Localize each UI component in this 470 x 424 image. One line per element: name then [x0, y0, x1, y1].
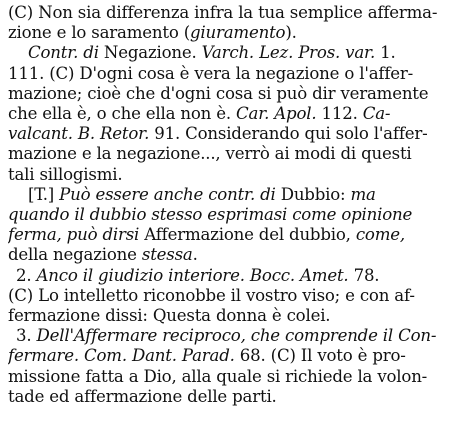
italic-run: come,: [355, 225, 405, 245]
italic-run: ma: [350, 184, 376, 204]
text-line: [8, 306, 462, 326]
italic-run: Può essere anche contr. di: [59, 184, 276, 204]
text-line: [8, 225, 462, 245]
italic-run: valcant. B. Retor.: [8, 124, 150, 144]
italic-run: Contr. di: [28, 43, 99, 63]
text-run: Negazione.: [98, 43, 202, 63]
text-run: tali sillogismi.: [8, 164, 123, 184]
text-run: 3.: [16, 326, 37, 346]
text-line: [8, 64, 462, 84]
text-line: [8, 43, 462, 63]
text-line: [8, 367, 462, 387]
italic-run: Dell'Affermare reciproco, che comprende il Con-: [36, 326, 437, 346]
text-line: [8, 144, 462, 164]
text-run: tade ed affermazione delle parti.: [8, 386, 277, 406]
text-run: mazione; cioè che d'ogni cosa si può dir veramente: [8, 83, 429, 103]
text-run: 2.: [16, 265, 37, 285]
text-run: (C) Lo intelletto riconobbe il vostro viso; e con af-: [8, 285, 415, 305]
text-line: [8, 84, 462, 104]
text-line: [8, 23, 462, 43]
text-run: 111. (C) D'ogni cosa è vera la negazione o l'affer-: [8, 63, 414, 83]
text-line: [8, 205, 462, 225]
text-run: missione fatta a Dio, alla quale si richiede la volon-: [8, 366, 428, 386]
italic-run: fermare. Com. Dant. Parad.: [8, 346, 235, 366]
text-line: [8, 185, 462, 205]
italic-run: ferma, può dirsi: [8, 225, 140, 245]
text-line: [8, 266, 462, 286]
text-run: 78.: [348, 265, 380, 285]
text-run: che ella è, o che ella non è.: [8, 104, 236, 124]
text-run: Affermazione del dubbio,: [139, 225, 356, 245]
text-line: [8, 286, 462, 306]
text-run: (C) Non sia differenza infra la tua semplice afferma-: [8, 3, 438, 22]
italic-run: Car. Apol.: [236, 104, 317, 124]
italic-run: Anco il giudizio interiore. Bocc. Amet.: [36, 265, 349, 285]
text-line: [8, 104, 462, 124]
text-line: [8, 124, 462, 144]
text-run: .: [192, 245, 198, 265]
text-run: ).: [285, 23, 297, 43]
italic-run: Ca-: [362, 104, 391, 124]
text-run: 68. (C) Il voto è pro-: [234, 346, 406, 366]
italic-run: Varch. Lez. Pros. var.: [201, 43, 376, 63]
text-run: mazione e la negazione..., verrò ai modi di questi: [8, 144, 412, 164]
text-line: [8, 326, 462, 346]
text-line: [8, 3, 462, 23]
text-line: [8, 245, 462, 265]
text-run: 1.: [375, 43, 396, 63]
text-run: della negazione: [8, 245, 142, 265]
text-line: [8, 165, 462, 185]
italic-run: giuramento: [189, 23, 286, 43]
text-line: [8, 387, 462, 407]
text-run: 91. Considerando qui solo l'affer-: [149, 124, 428, 144]
italic-run: stessa: [141, 245, 193, 265]
italic-run: quando il dubbio stesso esprimasi come opinione: [8, 205, 413, 225]
text-run: fermazione dissi: Questa donna è colei.: [8, 306, 331, 326]
text-run: [T.]: [28, 184, 60, 204]
text-run: 112.: [316, 104, 363, 124]
text-line: [8, 346, 462, 366]
text-run: zione e lo saramento (: [8, 23, 190, 43]
text-run: Dubbio:: [275, 184, 351, 204]
